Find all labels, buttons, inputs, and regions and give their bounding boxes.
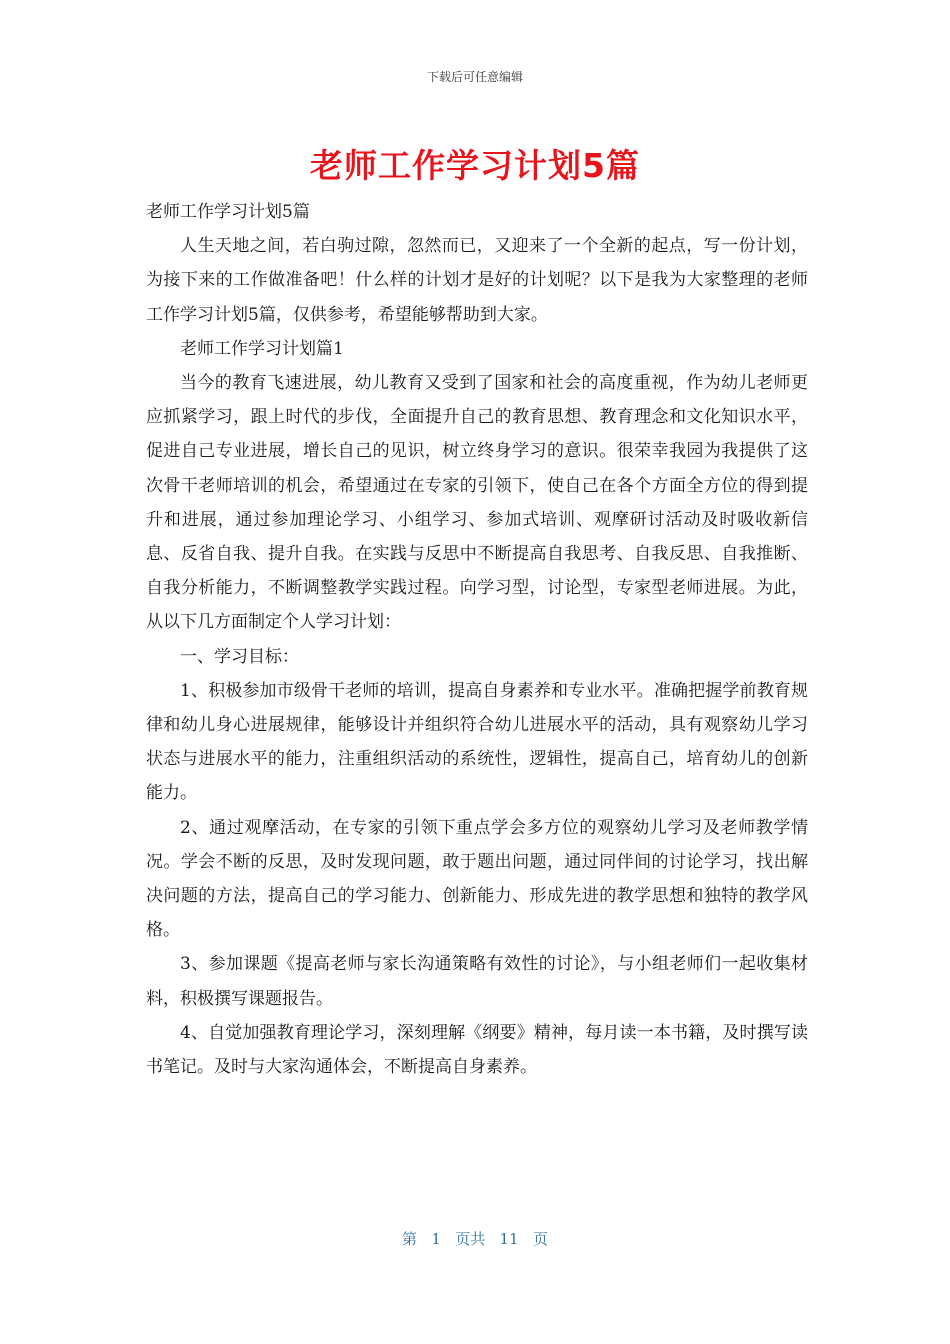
goal-item-3: 3、参加课题《提高老师与家长沟通策略有效性的讨论》，与小组老师们一起收集材料，积极撰写课题报告。 bbox=[146, 954, 808, 1009]
document-body bbox=[146, 195, 808, 1084]
page-footer bbox=[0, 1228, 950, 1249]
footer-prefix: 第 bbox=[402, 1230, 418, 1248]
section-heading: 老师工作学习计划篇1 bbox=[180, 338, 344, 359]
paragraph-intro: 人生天地之间，若白驹过隙，忽然而已，又迎来了一个全新的起点，写一份计划，为接下来的工作做准备吧！什么样的计划才是好的计划呢？以下是我为大家整理的老师工作学习计划5篇，仅供参考，希望能够帮助到大家。 bbox=[146, 236, 808, 325]
paragraph-background: 当今的教育飞速进展，幼儿教育又受到了国家和社会的高度重视，作为幼儿老师更应抓紧学习，跟上时代的步伐，全面提升自己的教育思想、教育理念和文化知识水平，促进自己专业进展，增长自己的见识，树立终身学习的意识。很荣幸我园为我提供了这次骨干老师培训的机会，希望通过在专家的引领下，使自己在各个方面全方位的得到提升和进展，通过参加理论学习、小组学习、参加式培训、观摩研讨活动及时吸收新信息、反省自我、提升自我。在实践与反思中不断提高自我思考、自我反思、自我推断、自我分析能力，不断调整教学实践过程。向学习型，讨论型，专家型老师进展。为此，从以下几方面制定个人学习计划： bbox=[146, 373, 808, 633]
footer-total-pages: 11 bbox=[499, 1230, 519, 1248]
footer-suffix: 页 bbox=[532, 1230, 548, 1248]
footer-middle: 页共 bbox=[455, 1230, 486, 1248]
goal-item-1: 1、积极参加市级骨干老师的培训，提高自身素养和专业水平。准确把握学前教育规律和幼儿身心进展规律，能够设计并组织符合幼儿进展水平的活动，具有观察幼儿学习状态与进展水平的能力，注重组织活动的系统性，逻辑性，提高自己，培育幼儿的创新能力。 bbox=[146, 680, 808, 804]
goal-item-2: 2、通过观摩活动，在专家的引领下重点学会多方位的观察幼儿学习及老师教学情况。学会不断的反思，及时发现问题，敢于题出问题，通过同伴间的讨论学习，找出解决问题的方法，提高自己的学习能力、创新能力、形成先进的教学思想和独特的教学风格。 bbox=[146, 817, 808, 941]
goal-item-4: 4、自觉加强教育理论学习，深刻理解《纲要》精神，每月读一本书籍，及时撰写读书笔记。及时与大家沟通体会，不断提高自身素养。 bbox=[146, 1022, 808, 1078]
document-subtitle: 老师工作学习计划5篇 bbox=[146, 202, 310, 222]
document-title: 老师工作学习计划5篇 bbox=[310, 146, 640, 185]
subsection-heading: 一、学习目标： bbox=[180, 646, 299, 667]
footer-current-page: 1 bbox=[431, 1230, 441, 1248]
header-note: 下载后可任意编辑 bbox=[426, 70, 523, 84]
